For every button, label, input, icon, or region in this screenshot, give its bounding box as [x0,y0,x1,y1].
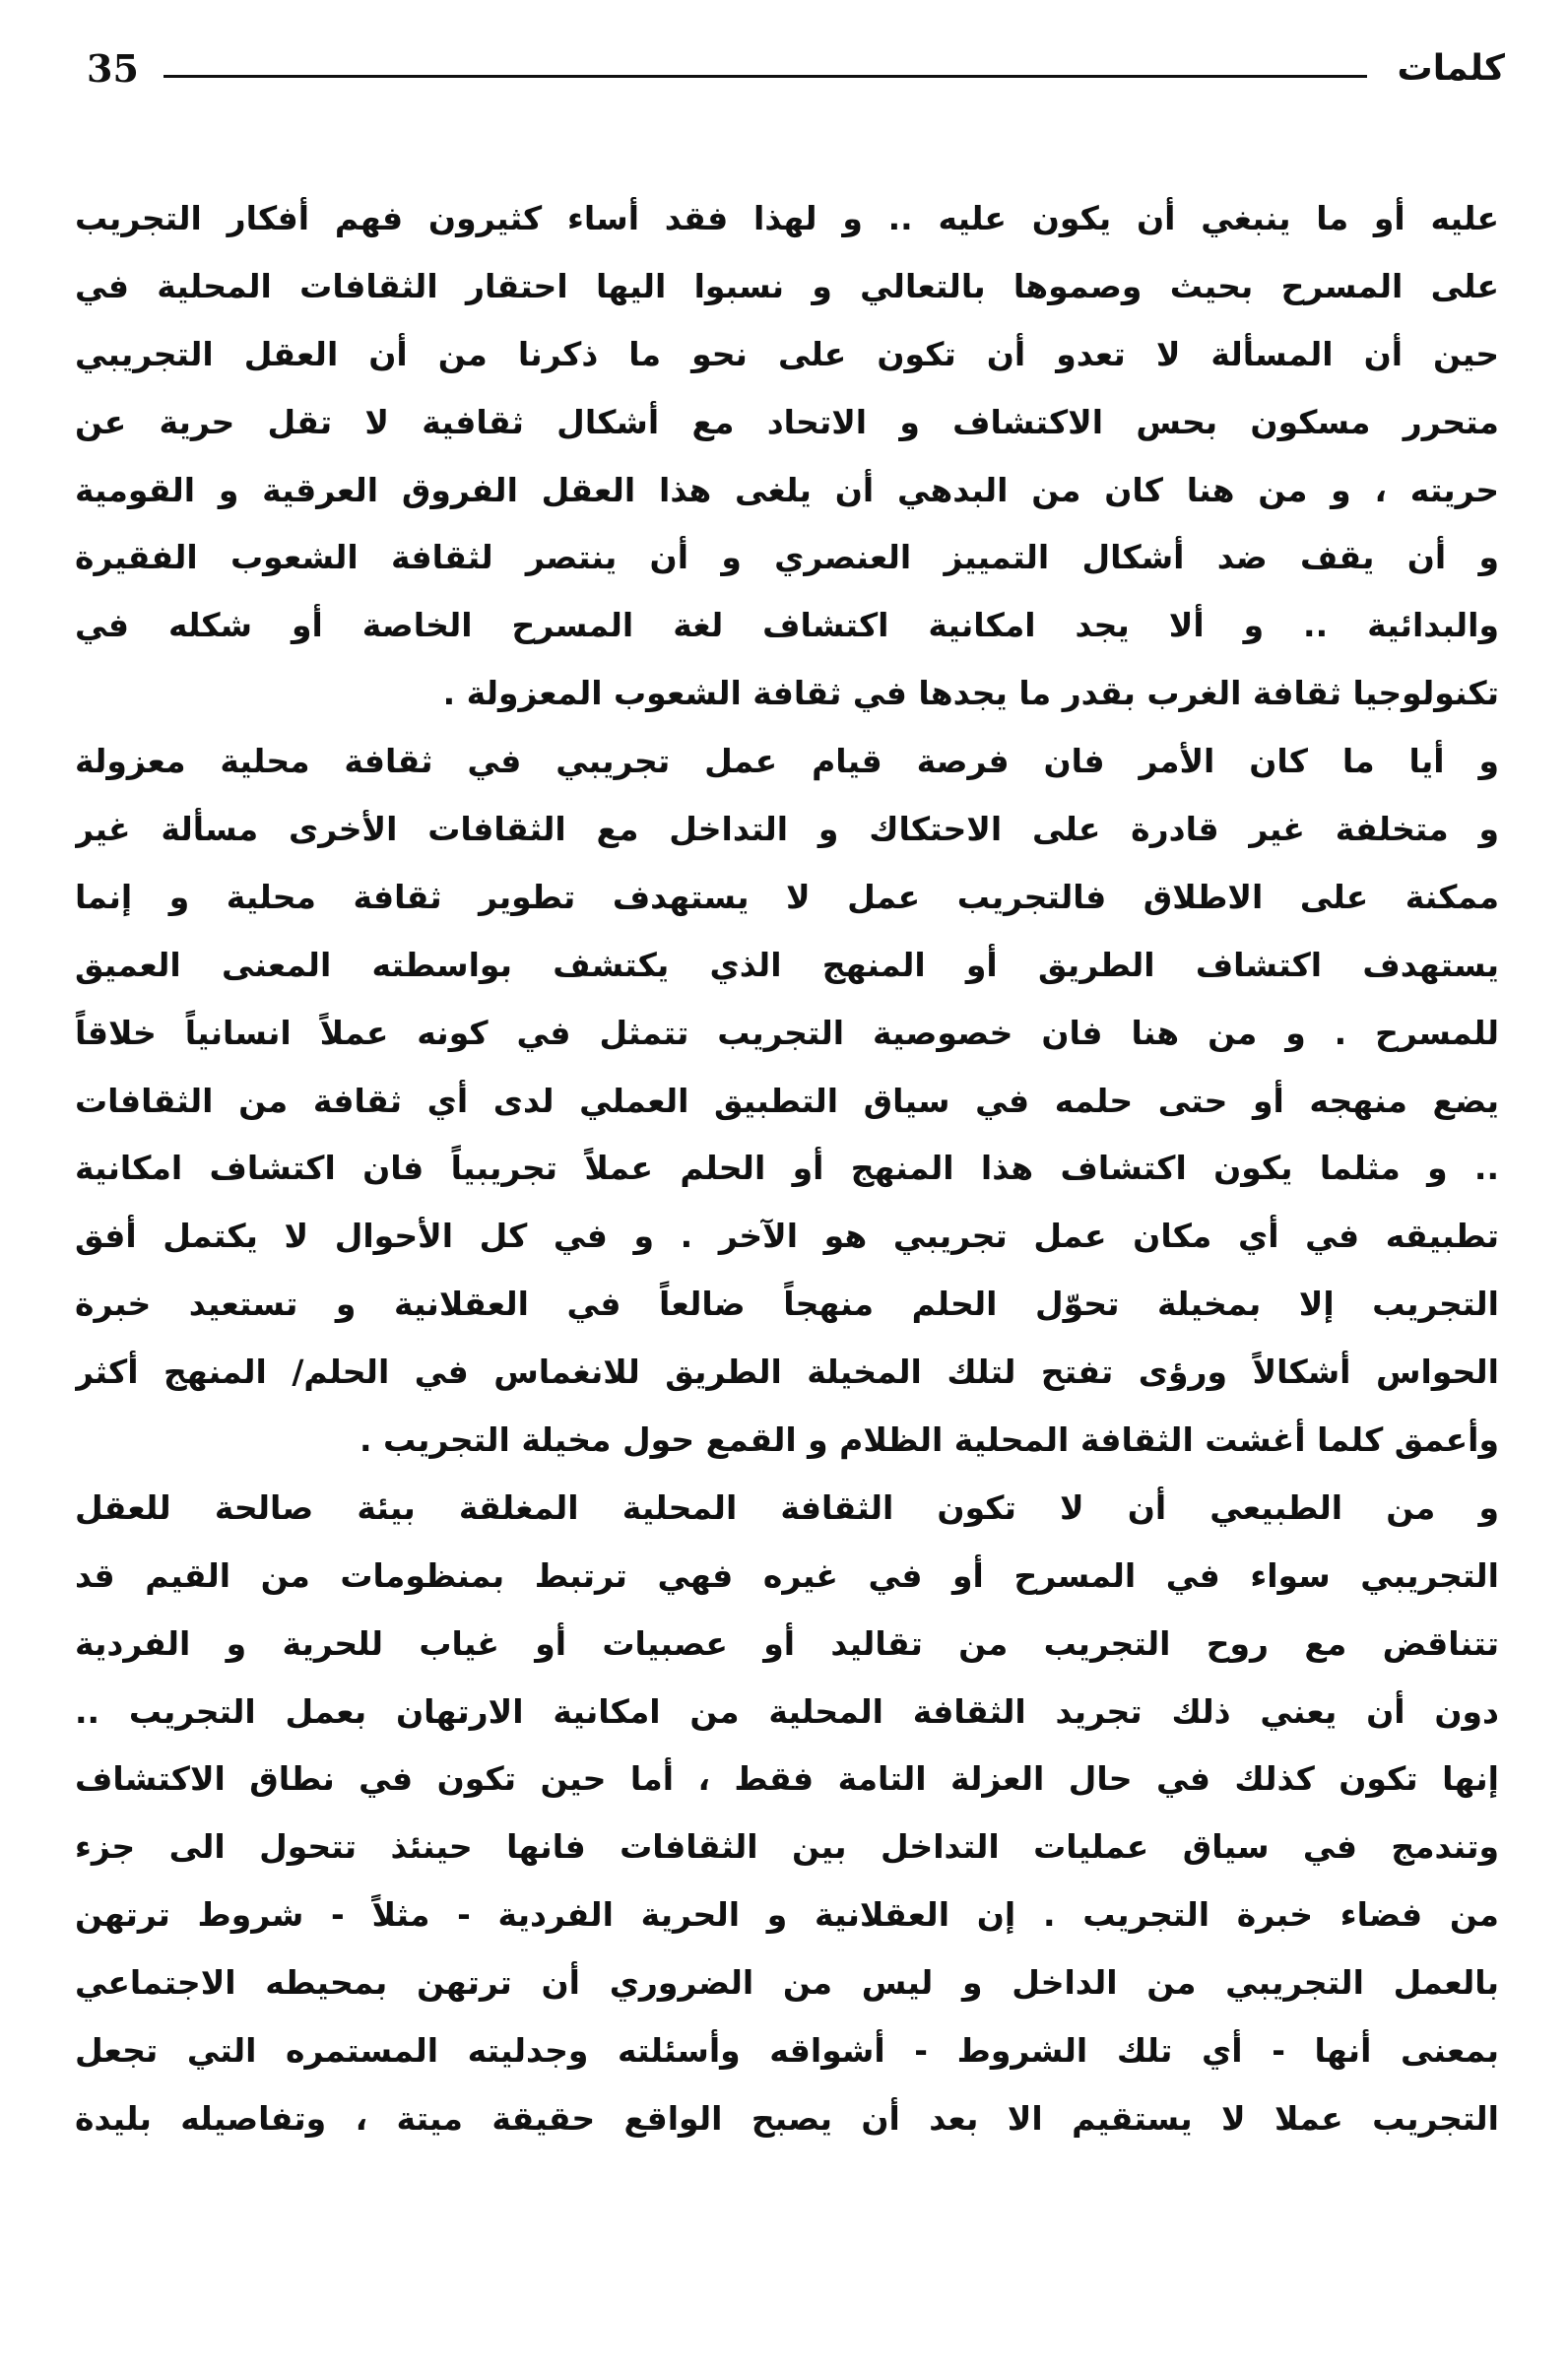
text-line: للمسرح . و من هنا فان خصوصية التجريب تتمثل في كونه عملاً انسانياً خلاقاً [75,1013,1499,1052]
text-line: و من الطبيعي أن لا تكون الثقافة المحلية المغلقة بيئة صالحة للعقل [75,1487,1499,1527]
text-line: وأعمق كلما أغشت الثقافة المحلية الظلام و القمع حول مخيلة التجريب . [359,1420,1499,1460]
text-line: حين أن المسألة لا تعدو أن تكون على نحو ما ذكرنا من أن العقل التجريبي [75,334,1499,373]
text-line: والبدائية .. و ألا يجد امكانية اكتشاف لغة المسرح الخاصة أو شكله في [75,606,1499,645]
text-line: عليه أو ما ينبغي أن يكون عليه .. و لهذا فقد أساء كثيرون فهم أفكار التجريب [75,199,1499,237]
page-number: 35 [87,46,139,91]
text-line: يضع منهجه أو حتى حلمه في سياق التطبيق العملي لدى أي ثقافة من الثقافات [75,1081,1499,1120]
text-line: و أن يقف ضد أشكال التمييز العنصري و أن ينتصر لثقافة الشعوب الفقيرة [75,538,1499,577]
text-line: وتندمج في سياق عمليات التداخل بين الثقافات فانها حينئذ تتحول الى جزء [75,1827,1499,1867]
text-line: متحرر مسكون بحس الاكتشاف و الاتحاد مع أشكال ثقافية لا تقل حرية عن [75,402,1499,441]
text-line: و أيا ما كان الأمر فان فرصة قيام عمل تجريبي في ثقافة محلية معزولة [75,742,1499,781]
text-line: تكنولوجيا ثقافة الغرب بقدر ما يجدها في ثقافة الشعوب المعزولة . [442,674,1499,713]
running-header [87,39,1505,99]
text-line: على المسرح بحيث وصموها بالتعالي و نسبوا اليها احتقار الثقافات المحلية في [75,266,1499,305]
text-line: التجريب إلا بمخيلة تحوّل الحلم منهجاً ضالعاً في العقلانية و تستعيد خبرة [75,1285,1499,1324]
text-line: التجريب عملا لا يستقيم الا بعد أن يصبح الواقع حقيقة ميتة ، وتفاصيله بليدة [75,2098,1499,2138]
text-line: بمعنى أنها - أي تلك الشروط - أشواقه وأسئلته وجدليته المستمره التي تجعل [75,2031,1499,2071]
text-line: بالعمل التجريبي من الداخل و ليس من الضروري أن ترتهن بمحيطه الاجتماعي [75,1963,1499,2003]
text-line: .. و مثلما يكون اكتشاف هذا المنهج أو الحلم عملاً تجريبياً فان اكتشاف امكانية [75,1149,1499,1188]
text-line: تطبيقه في أي مكان عمل تجريبي هو الآخر . و في كل الأحوال لا يكتمل أفق [75,1217,1499,1256]
text-line: الحواس أشكالاً ورؤى تفتح لتلك المخيلة الطريق للانغماس في الحلم/ المنهج أكثر [75,1353,1499,1392]
text-line: التجريبي سواء في المسرح أو في غيره فهي ترتبط بمنظومات من القيم قد [75,1555,1499,1595]
header-rule [163,75,1367,78]
text-line: دون أن يعني ذلك تجريد الثقافة المحلية من امكانية الارتهان بعمل التجريب .. [75,1691,1499,1731]
text-line: من فضاء خبرة التجريب . إن العقلانية و الحرية الفردية - مثلاً - شروط ترتهن [75,1895,1499,1935]
text-line: ممكنة على الاطلاق فالتجريب عمل لا يستهدف تطوير ثقافة محلية و إنما [75,877,1499,916]
running-title: كلمات [1397,48,1505,89]
body-text [75,185,1499,2153]
text-line: إنها تكون كذلك في حال العزلة التامة فقط ، أما حين تكون في نطاق الاكتشاف [75,1759,1499,1799]
text-line: حريته ، و من هنا كان من البدهي أن يلغى هذا العقل الفروق العرقية و القومية [75,470,1499,509]
text-line: يستهدف اكتشاف الطريق أو المنهج الذي يكتشف بواسطته المعنى العميق [75,945,1499,984]
text-line: تتناقض مع روح التجريب من تقاليد أو عصبيات أو غياب للحرية و الفردية [75,1623,1499,1663]
text-line: و متخلفة غير قادرة على الاحتكاك و التداخل مع الثقافات الأخرى مسألة غير [75,810,1499,849]
